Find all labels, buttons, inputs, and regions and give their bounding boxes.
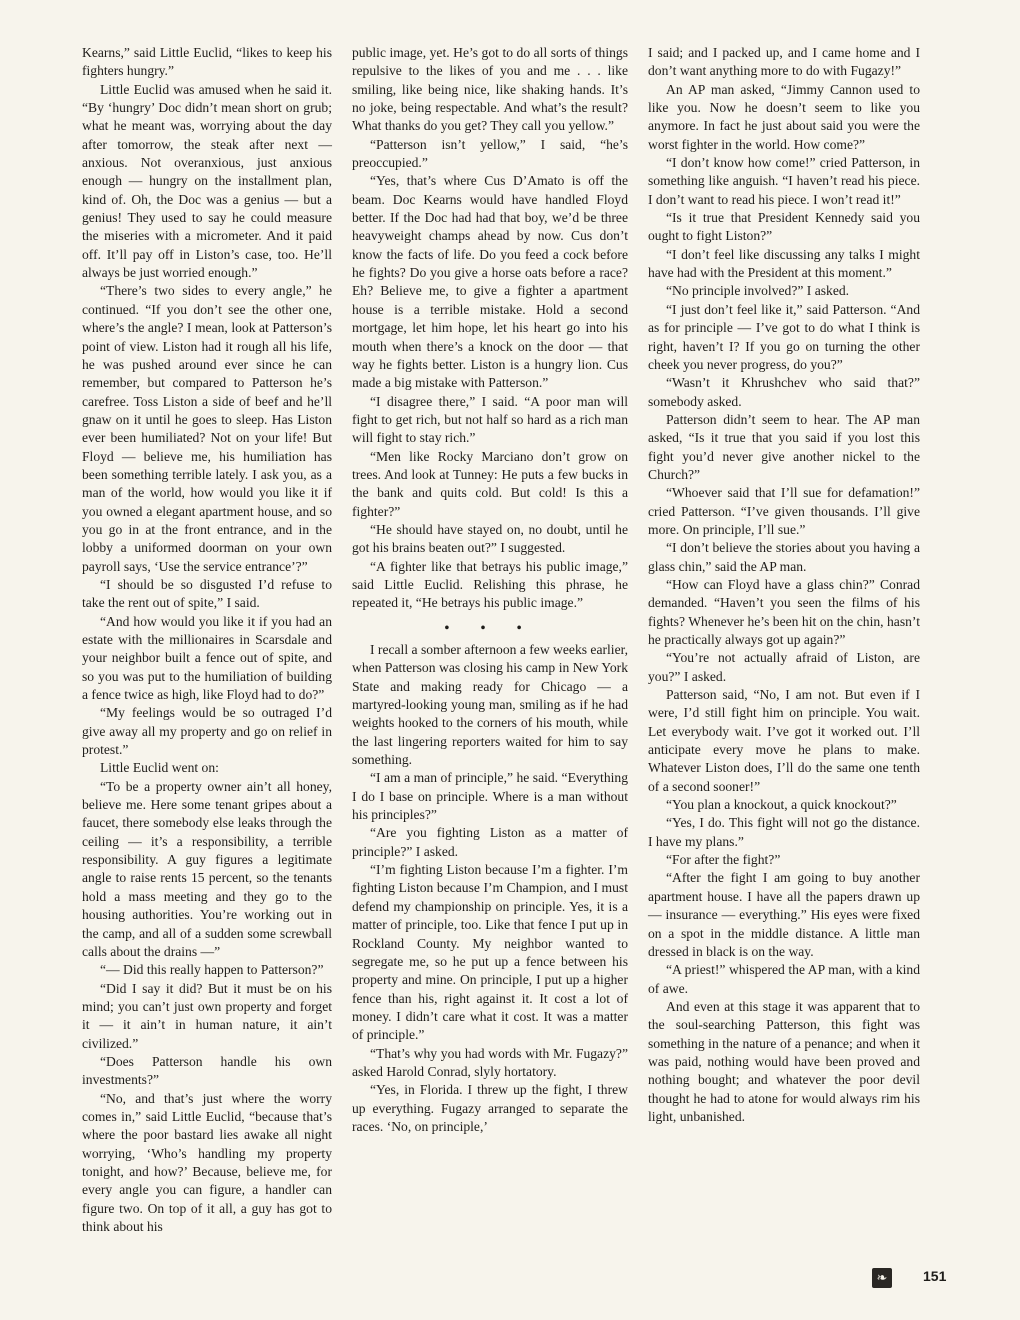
paragraph: And even at this stage it was apparent that to the soul-searching Patterson, this fight was something in the nature of a penance; and when it was paid, nothing would have been proved and nothing bought; and whatever the poor devil thought he had to atone for would always rim his light, unbanished. <box>648 998 920 1124</box>
paragraph: “A fighter like that betrays his public image,” said Little Euclid. Relishing this phrase, he repeated it, “He betrays his public image.” <box>352 558 628 611</box>
paragraph: “You plan a knockout, a quick knockout?” <box>666 797 897 813</box>
paragraph: Patterson said, “No, I am not. But even if I were, I’d still fight him on principle. You wait. Let everybody wait. I’ve got it worked out. I’ll anticipate every move he plans to make. Whatever Liston does, I’ll do the same one tenth of a second sooner!” <box>648 687 920 794</box>
paragraph: “Yes, in Florida. I threw up the fight, I threw up everything. Fugazy arranged to separate the races. ‘No, on principle,’ <box>352 1082 628 1134</box>
paragraph: “Men like Rocky Marciano don’t grow on trees. And look at Tunney: He puts a few bucks in the bank and quits cold. But cold! Is this a fighter?” <box>352 448 628 519</box>
paragraph: Little Euclid was amused when he said it. “By ‘hungry’ Doc didn’t mean short on grub; what he meant was, worrying about the day after tomorrow, the steak after next — anxious. Not overanxious, just anxious enough — hungry on the installment plan, kind of. Oh, the Doc was a genius — but a genius! They used to say he could measure the miseries with a micrometer. And it paid off. It’ll pay off in Liston’s case, too. He’ll always be just worried enough.” <box>82 81 332 281</box>
paragraph: “My feelings would be so outraged I’d give away all my property and go on relief in protest.” <box>82 705 332 758</box>
paragraph: “Patterson isn’t yellow,” I said, “he’s preoccupied.” <box>352 136 628 171</box>
paragraph: “How can Floyd have a glass chin?” Conrad demanded. “Haven’t you seen the films of his fights? Whenever he’s been hit on the chin, hasn’t he practically always got up again?” <box>648 576 920 647</box>
text-column-3 <box>648 44 920 1126</box>
paragraph: public image, yet. He’s got to do all sorts of things repulsive to the likes of you and me . . . like smiling, like being nice, like shaking hands. It’s no joke, being respectable. And what’s the result? What thanks do you get? They call you yellow.” <box>352 45 628 134</box>
paragraph: “No, and that’s just where the worry comes in,” said Little Euclid, “because that’s where the poor bastard lies awake all night worrying, ‘Who’s handling my property tonight, and how?’ Because, believe me, for every angle you can figure, a handler can figure two. On top of it all, a guy has got to think about his <box>82 1090 332 1234</box>
paragraph: Kearns,” said Little Euclid, “likes to keep his fighters hungry.” <box>82 45 332 79</box>
paragraph: “I disagree there,” I said. “A poor man will fight to get rich, but not half so hard as a rich man will fight to stay rich.” <box>352 393 628 446</box>
paragraph: “Whoever said that I’ll sue for defamation!” cried Patterson. “I’ve given thousands. I’ll give more. On principle, I’ll sue.” <box>648 485 920 537</box>
paragraph: “For after the fight?” <box>666 852 781 868</box>
paragraph: Patterson didn’t seem to hear. The AP man asked, “Is it true that you said if you lost this fight you’d never give another nickel to the Church?” <box>648 411 920 482</box>
paragraph: “And how would you like it if you had an estate with the millionaires in Scarsdale and your neighbor built a fence out of spite, and so you was put to the humiliation of building a fence twice as high, like Floyd had to do?” <box>82 613 332 703</box>
paragraph: “You’re not actually afraid of Liston, are you?” I asked. <box>648 650 920 684</box>
paragraph: “I’m fighting Liston because I’m a fighter. I’m fighting Liston because I’m Champion, and I must defend my championship on principle. Yes, it is a matter of principle, too. Like that fence I put up in Rockland County. My neighbor wanted to segregate me, so he put up a fence between his property and mine. On principle, I put up a higher fence than his, right against it. It cost a lot of money. I didn’t care what it cost. It was a matter of principle.” <box>352 862 628 1043</box>
paragraph: “He should have stayed on, no doubt, until he got his brains beaten out?” I suggested. <box>352 521 628 556</box>
paragraph: “Yes, that’s where Cus D’Amato is off the beam. Doc Kearns would have handled Floyd better. If the Doc had had that boy, we’d be three heavyweight champs ahead by now. Cus don’t know the facts of life. Do you feed a cock before he fights? Do you give a horse oats before a race? Eh? Believe me, to give a fighter a apartment house is a terrible mistake. Hold a second mortgage, let him hope, let his heart go into his mouth when there’s a knock on the door — that way he fights better. Liston is a hungry lion. Cus made a big mistake with Patterson.” <box>352 173 628 391</box>
paragraph: “After the fight I am going to buy another apartment house. I have all the papers drawn up — insurance — everything.” His eyes were fixed on a spot in the middle distance. A little man dressed in black is on the way. <box>648 870 920 959</box>
text-column-2 <box>352 44 628 1136</box>
paragraph: “That’s why you had words with Mr. Fugazy?” asked Harold Conrad, slyly hortatory. <box>352 1045 628 1079</box>
paragraph: “I don’t believe the stories about you having a glass chin,” said the AP man. <box>648 540 920 574</box>
rabbit-head-logo-icon: ❧ <box>872 1268 892 1288</box>
paragraph: “Yes, I do. This fight will not go the distance. I have my plans.” <box>648 815 920 849</box>
section-break: • • • <box>444 619 536 635</box>
paragraph: “I am a man of principle,” he said. “Everything I do I base on principle. Where is a man without his principles?” <box>352 770 628 823</box>
paragraph: “I don’t feel like discussing any talks I might have had with the President at this moment.” <box>648 246 920 281</box>
paragraph: I said; and I packed up, and I came home and I don’t want anything more to do with Fugazy!” <box>648 45 920 79</box>
paragraph: “— Did this really happen to Patterson?” <box>100 962 324 978</box>
paragraph: “Does Patterson handle his own investments?” <box>82 1053 332 1088</box>
page-number: 151 <box>923 1268 947 1284</box>
paragraph: Little Euclid went on: <box>100 760 219 776</box>
paragraph: “Wasn’t it Khrushchev who said that?” somebody asked. <box>648 375 920 409</box>
paragraph: An AP man asked, “Jimmy Cannon used to like you. Now he doesn’t seem to like you anymore. In fact he just about said you were the worst fighter in the world. How come?” <box>648 81 920 152</box>
paragraph: “A priest!” whispered the AP man, with a kind of awe. <box>648 962 920 996</box>
paragraph: “No principle involved?” I asked. <box>666 283 850 299</box>
paragraph: “To be a property owner ain’t all honey, believe me. Here some tenant gripes about a faucet, there somebody else leaks through the ceiling — it’s a responsibility, a terrible responsibility. A guy figures a legitimate angle to raise rents 15 percent, so the tenants hold a mass meeting and they go to the housing authorities. You’re working out in the camp, and all of a sudden some screwball calls about the drains —” <box>82 778 332 959</box>
paragraph: “Is it true that President Kennedy said you ought to fight Liston?” <box>648 210 920 244</box>
paragraph: I recall a somber afternoon a few weeks earlier, when Patterson was closing his camp in New York State and making ready for Chicago — a martyred-looking young man, smiling as if he had weights hooked to the corners of his mouth, while the last lingering reporters waited for him to say something. <box>352 642 628 768</box>
paragraph: “I just don’t feel like it,” said Patterson. “And as for principle — I’ve got to do what I think is right, haven’t I? If you go on turning the other cheek you never progress, do you?” <box>648 301 920 372</box>
paragraph: “Are you fighting Liston as a matter of principle?” I asked. <box>352 825 628 859</box>
text-column-1 <box>82 44 332 1236</box>
paragraph: “I don’t know how come!” cried Patterson, in something like anguish. “I haven’t read his piece. I don’t want to read his piece. I won’t read it!” <box>648 155 920 207</box>
paragraph: “I should be so disgusted I’d refuse to take the rent out of spite,” I said. <box>82 576 332 611</box>
paragraph: “There’s two sides to every angle,” he continued. “If you don’t see the other one, where’s the angle? I mean, look at Patterson’s point of view. Liston had it rough all his life, he was pushed around ever since he can remember, but compared to Patterson he’s carefree. Toss Liston a side of beef and he’ll gnaw on it until he goes to sleep. Has Liston ever been humiliated? Not on your life! But Floyd — believe me, his humiliation has been something terrible lately. I ask you, as a man of the world, how would you like it if you owned a elegant apartment house, and so you go in at the front entrance, and in the lobby a uniformed doorman on your own payroll says, ‘Use the service entrance’?” <box>82 283 332 574</box>
paragraph: “Did I say it did? But it must be on his mind; you can’t just own property and forget it — it ain’t in human nature, it ain’t civilized.” <box>82 980 332 1051</box>
